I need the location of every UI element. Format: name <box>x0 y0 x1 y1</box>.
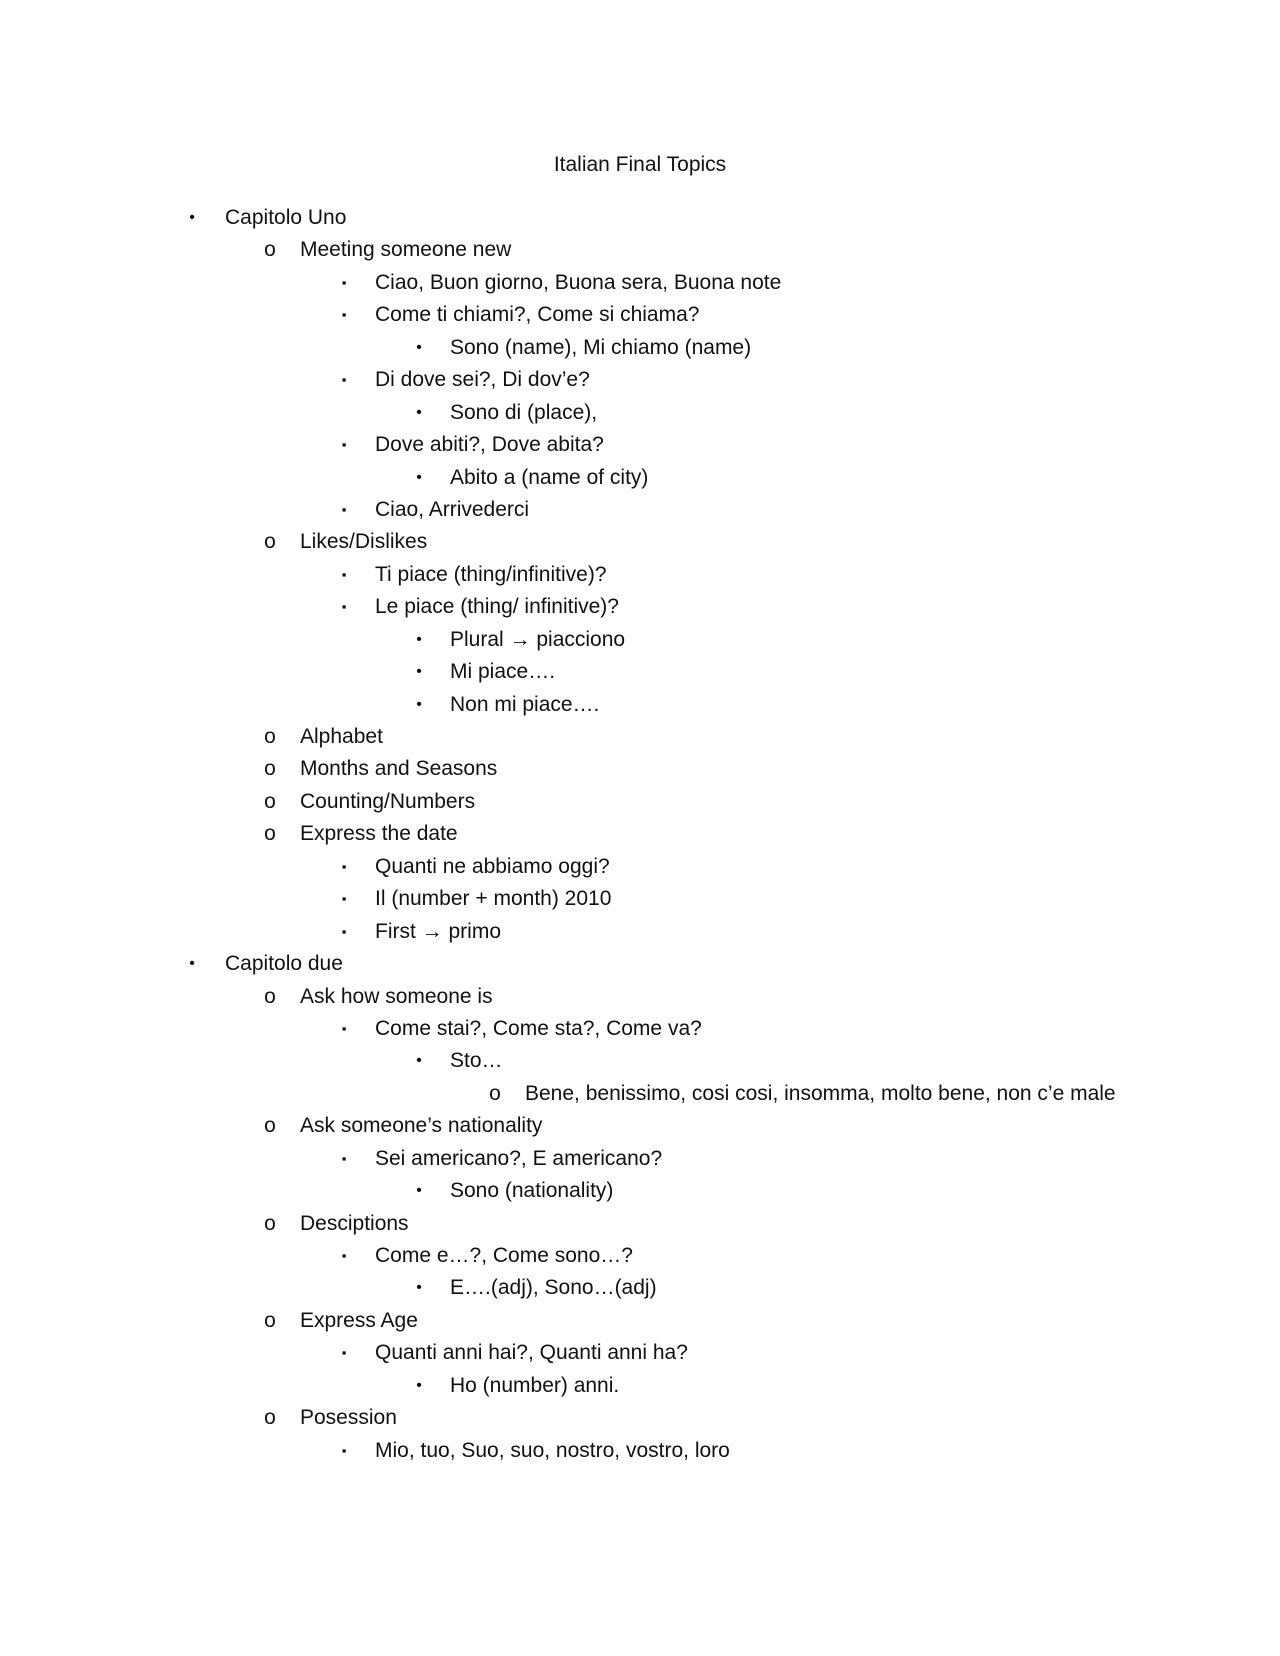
outline-item-text: Alphabet <box>300 725 383 748</box>
bullet-icon: ▪ <box>341 274 347 290</box>
outline-item-topic <box>0 786 1280 818</box>
bullet-icon: ▪ <box>341 1345 347 1361</box>
outline-item-subtopic <box>0 1013 1280 1045</box>
bullet-icon: • <box>416 1279 422 1297</box>
outline-item-text: Ciao, Buon giorno, Buona sera, Buona note <box>375 270 782 294</box>
bullet-icon: ▪ <box>341 1150 347 1166</box>
outline-item-subtopic <box>0 883 1280 915</box>
outline-item-text: Di dove sei?, Di dov’e? <box>375 368 590 392</box>
bullet-icon: ▪ <box>341 307 347 323</box>
bullet-icon: ▪ <box>341 891 347 907</box>
outline-item-text: First → primo <box>375 919 501 943</box>
outline-item-text: Sei americano?, E americano? <box>375 1146 663 1170</box>
bullet-icon: ▪ <box>341 1442 347 1458</box>
outline-item-text: Bene, benissimo, cosi cosi, insomma, molto bene, non c’e male <box>525 1081 1116 1105</box>
outline-item-subtopic <box>0 559 1280 591</box>
outline-item-subtopic <box>0 851 1280 883</box>
outline-item-text: Quanti ne abbiamo oggi? <box>375 854 610 878</box>
outline-item-text: Come e…?, Come sono…? <box>375 1244 633 1267</box>
outline-item-text: Capitolo Uno <box>225 206 347 229</box>
outline-item-text: Ask how someone is <box>300 984 493 1008</box>
outline-item-detail <box>0 689 1280 721</box>
bullet-icon: o <box>264 1308 276 1332</box>
outline-item-detail <box>0 1045 1280 1077</box>
outline-item-text: Ti piace (thing/infinitive)? <box>375 562 607 586</box>
outline-item-subtopic <box>0 299 1280 331</box>
bullet-icon: o <box>264 789 276 813</box>
outline-item-text: Il (number + month) 2010 <box>375 887 612 911</box>
outline-item-text: Posession <box>300 1406 397 1430</box>
outline-item-text: Ho (number) anni. <box>450 1373 620 1397</box>
outline-item-text: Capitolo due <box>225 952 343 976</box>
bullet-icon: ▪ <box>341 501 347 517</box>
bullet-icon: o <box>264 1211 276 1235</box>
outline-item-text: Likes/Dislikes <box>300 530 428 554</box>
bullet-icon: o <box>264 984 276 1008</box>
outline-item-text: Sto… <box>450 1049 503 1073</box>
bullet-icon: o <box>264 1406 276 1430</box>
bullet-icon: • <box>416 630 422 648</box>
outline-item-text: Le piace (thing/ infinitive)? <box>375 595 619 619</box>
outline-item-text: Express Age <box>300 1308 418 1332</box>
bullet-icon: ▪ <box>341 437 347 453</box>
outline-item-detail <box>0 1175 1280 1207</box>
bullet-icon: o <box>489 1081 501 1105</box>
bullet-icon: ▪ <box>341 599 347 615</box>
bullet-icon: o <box>264 530 276 554</box>
outline-item-topic <box>0 234 1280 266</box>
bullet-icon: • <box>189 955 195 973</box>
bullet-icon: o <box>264 238 276 262</box>
bullet-icon: • <box>416 1182 422 1200</box>
bullet-icon: o <box>264 822 276 846</box>
outline-item-detail <box>0 1370 1280 1402</box>
document-title: Italian Final Topics <box>553 153 727 176</box>
outline-item-topic <box>0 526 1280 558</box>
outline-item-detail <box>0 462 1280 494</box>
outline-item-subtopic <box>0 1337 1280 1369</box>
outline-item-text: Mio, tuo, Suo, suo, nostro, vostro, loro <box>375 1438 730 1462</box>
outline-item-topic <box>0 1305 1280 1337</box>
outline-item-text: Months and Seasons <box>300 757 498 781</box>
outline-item-text: Mi piace…. <box>450 660 556 684</box>
bullet-icon: o <box>264 1114 276 1138</box>
bullet-icon: ▪ <box>341 1248 347 1263</box>
bullet-icon: ▪ <box>341 858 347 874</box>
bullet-icon: • <box>416 403 422 421</box>
bullet-icon: • <box>416 695 422 713</box>
outline-item-text: Quanti anni hai?, Quanti anni ha? <box>375 1341 688 1365</box>
outline-item-text: Counting/Numbers <box>300 789 476 813</box>
outline-item-subtopic <box>0 1435 1280 1467</box>
outline-item-subtopic <box>0 429 1280 461</box>
outline-item-text: Plural → piacciono <box>450 627 626 651</box>
outline-item-text: Express the date <box>300 822 458 846</box>
outline-item-text: Sono di (place), <box>450 400 598 424</box>
bullet-icon: ▪ <box>341 372 347 388</box>
outline-item-subtopic <box>0 1240 1280 1272</box>
outline-item-subtopic <box>0 267 1280 299</box>
outline-item-text: Abito a (name of city) <box>450 465 649 489</box>
outline-item-topic <box>0 1110 1280 1142</box>
outline-item-detail <box>0 332 1280 364</box>
topics-outline <box>0 202 1280 1467</box>
outline-item-text: E….(adj), Sono…(adj) <box>450 1276 657 1300</box>
outline-item-detail <box>0 624 1280 656</box>
outline-item-subtopic <box>0 1143 1280 1175</box>
outline-item-text: Desciptions <box>300 1211 409 1235</box>
bullet-icon: • <box>416 1052 422 1070</box>
outline-item-topic <box>0 1208 1280 1240</box>
bullet-icon: ▪ <box>341 566 347 582</box>
outline-item-topic <box>0 753 1280 785</box>
outline-item-text: Meeting someone new <box>300 238 512 262</box>
outline-item-detail <box>0 397 1280 429</box>
outline-item-subtopic <box>0 364 1280 396</box>
outline-item-chapter <box>0 202 1280 234</box>
outline-item-subdetail <box>0 1078 1280 1110</box>
bullet-icon: ▪ <box>341 923 347 939</box>
outline-item-chapter <box>0 948 1280 980</box>
bullet-icon: ▪ <box>341 1020 347 1036</box>
outline-item-text: Sono (name), Mi chiamo (name) <box>450 335 752 359</box>
outline-item-subtopic <box>0 494 1280 526</box>
outline-item-detail <box>0 1272 1280 1304</box>
outline-item-text: Ask someone’s nationality <box>300 1114 543 1138</box>
bullet-icon: • <box>416 663 422 681</box>
outline-item-subtopic <box>0 916 1280 948</box>
outline-item-text: Come stai?, Come sta?, Come va? <box>375 1016 702 1040</box>
bullet-icon: o <box>264 725 276 748</box>
bullet-icon: o <box>264 757 276 781</box>
bullet-icon: • <box>416 1376 422 1394</box>
outline-item-topic <box>0 1402 1280 1434</box>
bullet-icon: • <box>416 468 422 486</box>
outline-item-text: Dove abiti?, Dove abita? <box>375 433 604 457</box>
outline-item-topic <box>0 818 1280 850</box>
outline-item-subtopic <box>0 591 1280 623</box>
outline-item-text: Sono (nationality) <box>450 1179 614 1203</box>
outline-item-text: Ciao, Arrivederci <box>375 497 530 521</box>
bullet-icon: • <box>189 209 195 226</box>
outline-item-topic <box>0 981 1280 1013</box>
bullet-icon: • <box>416 338 422 356</box>
outline-item-topic <box>0 721 1280 753</box>
outline-item-detail <box>0 656 1280 688</box>
outline-item-text: Come ti chiami?, Come si chiama? <box>375 303 700 327</box>
outline-item-text: Non mi piace…. <box>450 692 600 716</box>
